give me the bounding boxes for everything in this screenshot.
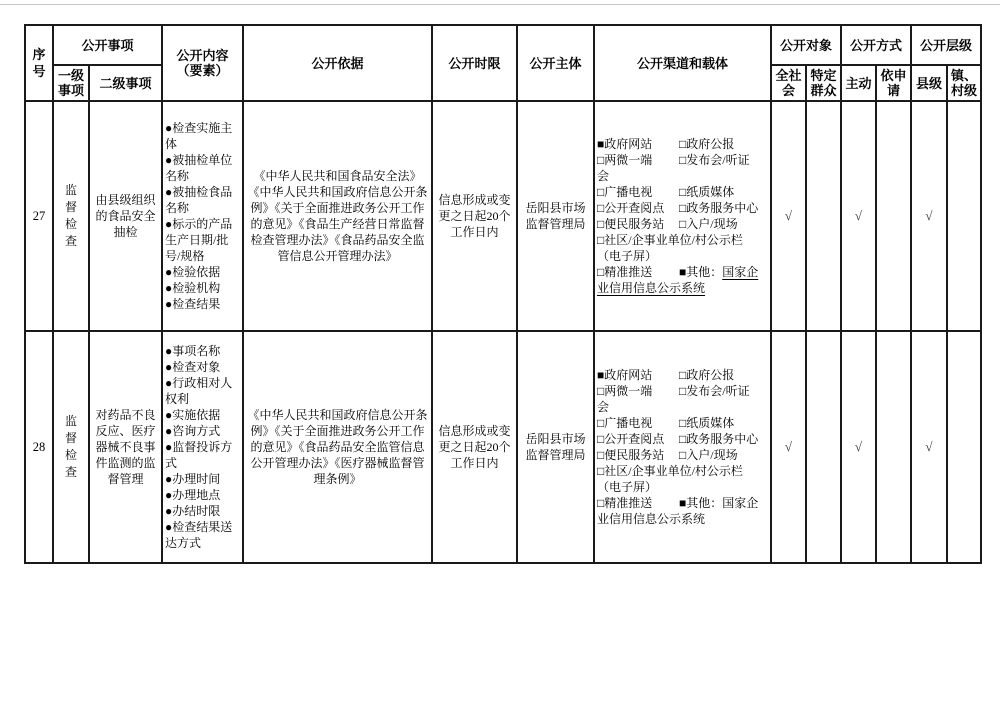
- channel-option: ■其他：国家企: [679, 265, 759, 279]
- channel-option: □政府公报: [679, 368, 735, 382]
- header-content-line2: （要素）: [176, 63, 229, 78]
- cell-channels: [594, 101, 771, 331]
- channel-line: [597, 216, 768, 232]
- content-bullet: ●监督投诉方式: [165, 440, 233, 470]
- content-bullet: ●办理地点: [165, 488, 221, 502]
- header-row-1: [25, 25, 981, 65]
- channel-option: □公开查阅点: [597, 201, 665, 215]
- channel-line: □社区/企事业单位/村公示栏: [597, 464, 743, 478]
- channel-option: □精准推送: [597, 496, 653, 510]
- channel-line: [597, 200, 768, 216]
- channel-option: □公开查阅点: [597, 432, 665, 446]
- content-bullet: ●事项名称: [165, 344, 221, 358]
- cell-content-elements: [162, 101, 243, 331]
- channel-option: □纸质媒体: [679, 416, 735, 430]
- header-item-l1: 一级事项: [53, 65, 89, 101]
- channel-option: □精准推送: [597, 265, 653, 279]
- header-level-county: 县级: [911, 65, 947, 101]
- cell-item-level2: 对药品不良反应、医疗器械不良事件监测的监督管理: [89, 331, 162, 563]
- cell-time-limit: 信息形成或变更之日起20个工作日内: [432, 331, 517, 563]
- channel-option: □发布会/听证: [679, 153, 750, 167]
- table-row-28: [25, 331, 981, 563]
- header-method-group: 公开方式: [841, 25, 911, 65]
- channel-option: ■政府网站: [597, 137, 653, 151]
- cell-check-level-county: √: [911, 101, 947, 331]
- content-bullet: ●检查结果: [165, 297, 221, 311]
- cell-content-elements: [162, 331, 243, 563]
- cell-seq: 28: [25, 331, 53, 563]
- header-level-group: 公开层级: [911, 25, 981, 65]
- channel-option: □发布会/听证: [679, 384, 750, 398]
- cell-check-level-town: [947, 331, 981, 563]
- channel-line: □社区/企事业单位/村公示栏: [597, 233, 743, 247]
- header-audience-specific: 特定群众: [806, 65, 841, 101]
- cell-time-limit: 信息形成或变更之日起20个工作日内: [432, 101, 517, 331]
- cell-check-level-county: √: [911, 331, 947, 563]
- channel-line: [597, 184, 768, 200]
- item-level1-vertical-text: 监督检查: [64, 414, 77, 479]
- channel-line: [597, 383, 768, 399]
- cell-basis: 《中华人民共和国食品安全法》《中华人民共和国政府信息公开条例》《关于全面推进政务公开工作的意见》《食品生产经营日常监督检查管理办法》《食品药品安全监管信息公开管理办法》: [243, 101, 432, 331]
- cell-seq: 27: [25, 101, 53, 331]
- header-level-town: 镇、村级: [947, 65, 981, 101]
- cell-check-audience-all: √: [771, 331, 806, 563]
- channel-line: [597, 152, 768, 168]
- header-method-active: 主动: [841, 65, 876, 101]
- other-channel-value: 国家企: [722, 265, 759, 279]
- cell-check-audience-specific: [806, 331, 841, 563]
- cell-item-level1: [53, 331, 89, 563]
- cell-basis: 《中华人民共和国政府信息公开条例》《关于全面推进政务公开工作的意见》《食品药品安全监管信息公开管理办法》《医疗器械监督管理条例》: [243, 331, 432, 563]
- content-bullet: ●实施依据: [165, 408, 221, 422]
- header-content-line1: 公开内容: [176, 48, 229, 63]
- content-bullet: ●被抽检食品名称: [165, 185, 233, 215]
- channel-option: □两微一端: [597, 153, 653, 167]
- header-method-request: 依申请: [876, 65, 911, 101]
- content-bullet: ●咨询方式: [165, 424, 221, 438]
- header-basis: 公开依据: [243, 25, 432, 101]
- channel-option: □政府公报: [679, 137, 735, 151]
- cell-channels: [594, 331, 771, 563]
- channel-option: □广播电视: [597, 416, 653, 430]
- header-content: [162, 25, 243, 101]
- content-bullet: ●检查对象: [165, 360, 221, 374]
- channel-line: 业信用信息公示系统: [597, 281, 706, 295]
- cell-check-audience-specific: [806, 101, 841, 331]
- disclosure-catalog-table: [24, 24, 982, 564]
- header-time-limit: 公开时限: [432, 25, 517, 101]
- header-subject: 公开主体: [517, 25, 594, 101]
- cell-check-audience-all: √: [771, 101, 806, 331]
- content-bullet: ●标示的产品生产日期/批号/规格: [165, 217, 233, 263]
- channel-option: □纸质媒体: [679, 185, 735, 199]
- header-seq: [25, 25, 53, 101]
- channel-option: □广播电视: [597, 185, 653, 199]
- cell-item-level2: 由县级组织的食品安全抽检: [89, 101, 162, 331]
- cell-subject: 岳阳县市场监督管理局: [517, 331, 594, 563]
- table-row-27: [25, 101, 981, 331]
- content-bullet: ●检验依据: [165, 265, 221, 279]
- channel-line: 会: [597, 400, 610, 414]
- table-header: [25, 25, 981, 101]
- content-bullet: ●办结时限: [165, 504, 221, 518]
- channel-option: □政务服务中心: [679, 201, 759, 215]
- channel-line: [597, 447, 768, 463]
- content-bullet: ●办理时间: [165, 472, 221, 486]
- table-body: [25, 101, 981, 563]
- content-bullet: ●检查实施主体: [165, 121, 233, 151]
- channel-line: [597, 415, 768, 431]
- channel-option: ■其他：国家企: [679, 496, 759, 510]
- content-bullet: ●检验机构: [165, 281, 221, 295]
- header-item-group: 公开事项: [53, 25, 162, 65]
- header-item-l2: 二级事项: [89, 65, 162, 101]
- channel-option: □入户/现场: [679, 448, 738, 462]
- header-audience-group: 公开对象: [771, 25, 841, 65]
- channel-line: 会: [597, 169, 610, 183]
- channel-option: □便民服务站: [597, 217, 665, 231]
- channel-line: [597, 264, 768, 280]
- channel-line: [597, 431, 768, 447]
- cell-check-level-town: [947, 101, 981, 331]
- cell-check-method-request: [876, 101, 911, 331]
- content-bullet: ●行政相对人权利: [165, 376, 233, 406]
- channel-line: （电子屏）: [597, 480, 658, 494]
- channel-line: [597, 136, 768, 152]
- cell-subject: 岳阳县市场监督管理局: [517, 101, 594, 331]
- channel-option: □便民服务站: [597, 448, 665, 462]
- channel-line: （电子屏）: [597, 249, 658, 263]
- header-channels: 公开渠道和载体: [594, 25, 771, 101]
- page-top-rule: [0, 4, 1000, 5]
- item-level1-vertical-text: 监督检查: [64, 183, 77, 248]
- channel-line: 业信用信息公示系统: [597, 512, 706, 526]
- header-audience-all: 全社会: [771, 65, 806, 101]
- channel-option: □入户/现场: [679, 217, 738, 231]
- header-seq-label: 序号: [32, 47, 46, 79]
- cell-item-level1: [53, 101, 89, 331]
- channel-option: □政务服务中心: [679, 432, 759, 446]
- content-bullet: ●检查结果送达方式: [165, 520, 233, 550]
- channel-option: □两微一端: [597, 384, 653, 398]
- cell-check-method-active: √: [841, 101, 876, 331]
- channel-line: [597, 495, 768, 511]
- channel-line: [597, 367, 768, 383]
- cell-check-method-active: √: [841, 331, 876, 563]
- content-bullet: ●被抽检单位名称: [165, 153, 233, 183]
- channel-option: ■政府网站: [597, 368, 653, 382]
- cell-check-method-request: [876, 331, 911, 563]
